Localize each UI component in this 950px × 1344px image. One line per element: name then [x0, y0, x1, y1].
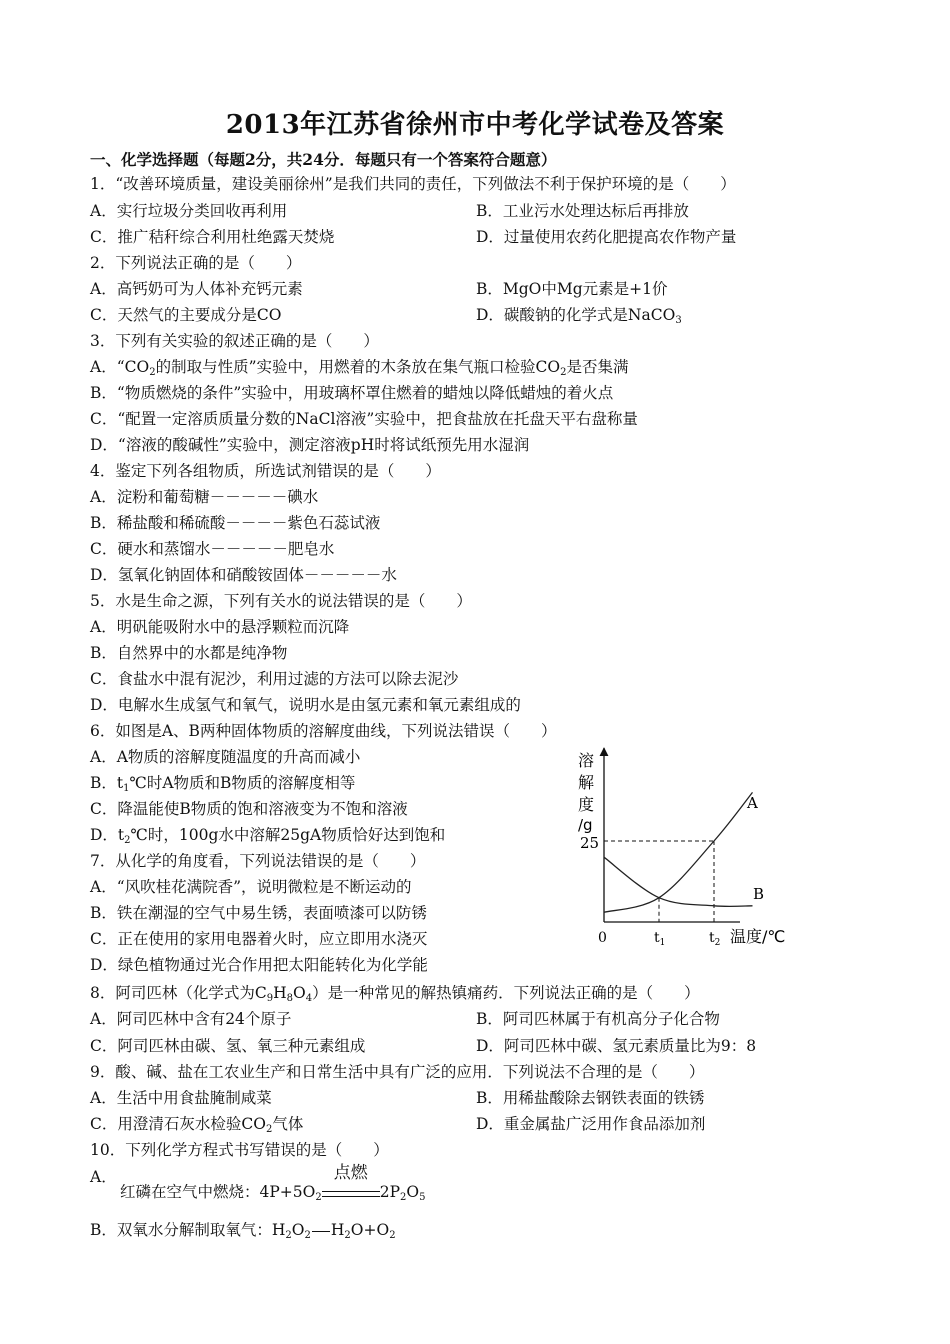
q4-option-a: A．淀粉和葡萄糖－－－－－碘水 [90, 488, 319, 506]
q6-stem: 6．如图是A、B两种固体物质的溶解度曲线，下列说法错误（ ） [90, 722, 557, 740]
equation-dash [312, 1231, 330, 1232]
q8-option-c: C．阿司匹林由碳、氢、氧三种元素组成 [90, 1037, 366, 1055]
q8-stem: 8．阿司匹林（化学式为$C_9H_8O_4$）是一种常见的解热镇痛药．下列说法正确的是（ ） [90, 984, 700, 1004]
q7-stem: 7．从化学的角度看，下列说法错误的是（ ） [90, 852, 426, 870]
q2-option-a: A．高钙奶可为人体补充钙元素 [90, 280, 303, 298]
q6-option-b: B．$t_1℃$时A物质和B物质的溶解度相等 [90, 774, 356, 794]
solubility-chart [570, 744, 800, 954]
origin-label: 0 [598, 930, 607, 946]
y-axis-label-char-1: 溶 [578, 751, 595, 770]
equation-arrow-ignite: 点燃 [322, 1185, 380, 1197]
q7-option-c: C．正在使用的家用电器着火时，应立即用水浇灭 [90, 930, 428, 948]
page-title: 2013年江苏省徐州市中考化学试卷及答案 [225, 110, 725, 140]
q9-stem: 9．酸、碱、盐在工农业生产和日常生活中具有广泛的应用．下列说法不合理的是（ ） [90, 1063, 705, 1081]
q2-option-c: C．天然气的主要成分是CO [90, 306, 282, 324]
series-label-b: B [753, 885, 765, 903]
q6-option-c: C．降温能使B物质的饱和溶液变为不饱和溶液 [90, 800, 408, 818]
q3-option-c: C．“配置一定溶质质量分数的NaCl溶液”实验中，把食盐放在托盘天平右盘称量 [90, 410, 638, 428]
x-tick-t1: $t_1$ [654, 930, 666, 948]
q10-stem: 10．下列化学方程式书写错误的是（ ） [90, 1141, 389, 1159]
q10-option-a-label: A． [90, 1168, 117, 1186]
curve-a [604, 792, 753, 912]
q5-option-c: C．食盐水中混有泥沙，利用过滤的方法可以除去泥沙 [90, 670, 459, 688]
q1-option-a: A．实行垃圾分类回收再利用 [90, 202, 288, 220]
q1-stem: 1．“改善环境质量，建设美丽徐州”是我们共同的责任，下列做法不利于保护环境的是（ ） [90, 175, 736, 193]
q8-option-a: A．阿司匹林中含有24个原子 [90, 1010, 292, 1028]
q1-option-d: D．过量使用农药化肥提高农作物产量 [476, 228, 737, 246]
q7-option-a: A．“风吹桂花满院香”，说明微粒是不断运动的 [90, 878, 412, 896]
q2-option-d: D．碳酸钠的化学式是NaCO$_3$ [476, 306, 682, 326]
q4-option-c: C．硬水和蒸馏水－－－－－肥皂水 [90, 540, 335, 558]
q9-option-a: A．生活中用食盐腌制咸菜 [90, 1089, 272, 1107]
q2-stem: 2．下列说法正确的是（ ） [90, 254, 302, 272]
q4-option-d: D．氢氧化钠固体和硝酸铵固体－－－－－水 [90, 566, 397, 584]
q10-option-b: B．双氧水分解制取氧气：$H_2O_2$ $H_2O+O_2$ [90, 1221, 396, 1241]
q3-stem: 3．下列有关实验的叙述正确的是（ ） [90, 332, 379, 350]
q4-option-b: B．稀盐酸和稀硫酸－－－－紫色石蕊试液 [90, 514, 381, 532]
q9-option-b: B．用稀盐酸除去钢铁表面的铁锈 [476, 1089, 705, 1107]
q1-option-c: C．推广秸秆综合利用杜绝露天焚烧 [90, 228, 335, 246]
q6-option-a: A．A物质的溶解度随温度的升高而减小 [90, 748, 361, 766]
q7-option-b: B．铁在潮湿的空气中易生锈，表面喷漆可以防锈 [90, 904, 427, 922]
q10-option-a: 红磷在空气中燃烧：$4P+5O_2$ 点燃 $2P_2O_5$ [120, 1163, 426, 1203]
q5-stem: 5．水是生命之源，下列有关水的说法错误的是（ ） [90, 592, 472, 610]
q8-option-d: D．阿司匹林中碳、氢元素质量比为9：8 [476, 1037, 757, 1055]
q2-option-b: B．MgO中Mg元素是+1价 [476, 280, 668, 298]
y-axis-label-char-3: 度 [578, 795, 595, 814]
q6-option-d: D．$t_2℃$时，100g水中溶解25gA物质恰好达到饱和 [90, 826, 446, 846]
y-axis-label-char-2: 解 [578, 773, 595, 792]
q5-option-d: D．电解水生成氢气和氧气，说明水是由氢元素和氧元素组成的 [90, 696, 521, 714]
q5-option-b: B．自然界中的水都是纯净物 [90, 644, 288, 662]
q7-option-d: D．绿色植物通过光合作用把太阳能转化为化学能 [90, 956, 428, 974]
y-tick-25: 25 [580, 834, 600, 852]
q3-option-d: D．“溶液的酸碱性”实验中，测定溶液pH时将试纸预先用水湿润 [90, 436, 530, 454]
y-axis-label-char-4: /g [578, 816, 593, 834]
q9-option-c: C．用澄清石灰水检验$CO_2$气体 [90, 1115, 304, 1135]
q1-option-b: B．工业污水处理达标后再排放 [476, 202, 689, 220]
x-axis-label: 温度/℃ [730, 927, 786, 946]
x-tick-t2: $t_2$ [709, 930, 721, 948]
series-label-a: A [747, 794, 758, 812]
section-heading: 一、化学选择题（每题2分，共24分．每题只有一个答案符合题意） [90, 150, 557, 169]
q4-stem: 4．鉴定下列各组物质，所选试剂错误的是（ ） [90, 462, 441, 480]
q8-option-b: B．阿司匹林属于有机高分子化合物 [476, 1010, 720, 1028]
q9-option-d: D．重金属盐广泛用作食品添加剂 [476, 1115, 706, 1133]
q5-option-a: A．明矾能吸附水中的悬浮颗粒而沉降 [90, 618, 350, 636]
q3-option-b: B．“物质燃烧的条件”实验中，用玻璃杯罩住燃着的蜡烛以降低蜡烛的着火点 [90, 384, 614, 402]
q3-option-a: A．“$CO_2$的制取与性质”实验中，用燃着的木条放在集气瓶口检验$CO_2$是否集满 [90, 358, 629, 378]
